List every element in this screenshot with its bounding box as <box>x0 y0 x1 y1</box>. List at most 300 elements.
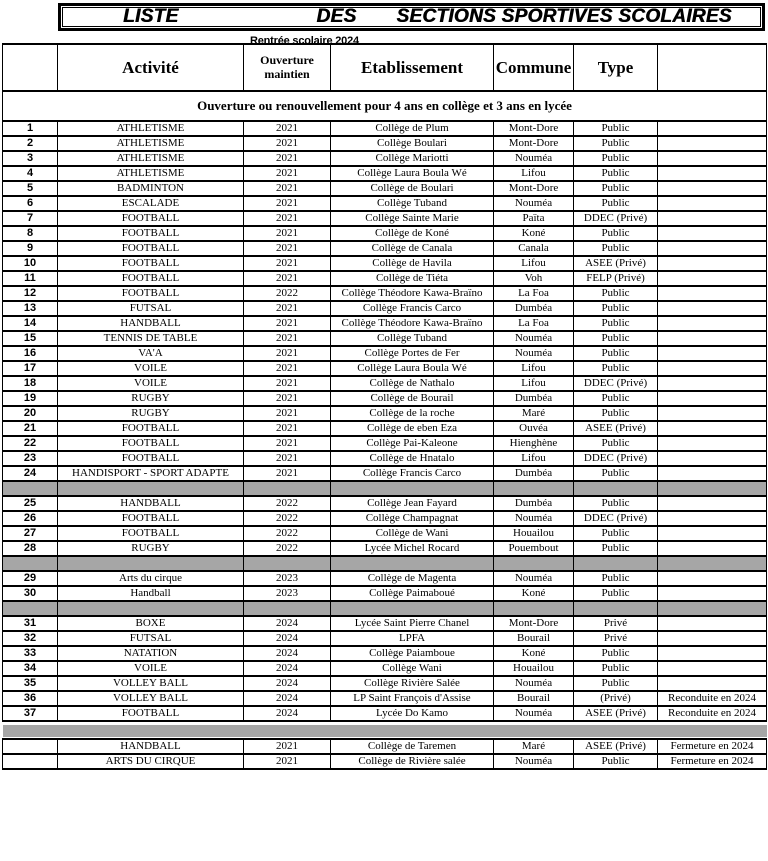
establishment-cell: Collège Pai-Kaleone <box>331 436 494 451</box>
opening-year-cell: 2021 <box>244 211 331 226</box>
activity-cell: ATHLETISME <box>58 166 244 181</box>
table-row <box>3 541 767 556</box>
separator-cell <box>331 481 494 496</box>
type-cell: DDEC (Privé) <box>574 511 658 526</box>
table-row <box>3 151 767 166</box>
separator-cell <box>331 601 494 616</box>
table-row <box>3 361 767 376</box>
row-number-cell: 27 <box>3 526 58 541</box>
table-row <box>3 226 767 241</box>
establishment-cell: Collège Champagnat <box>331 511 494 526</box>
type-cell: FELP (Privé) <box>574 271 658 286</box>
table-row <box>3 196 767 211</box>
establishment-cell: Collège de Bourail <box>331 391 494 406</box>
table-body <box>3 121 767 769</box>
note-cell <box>658 181 767 196</box>
activity-cell: VOILE <box>58 361 244 376</box>
establishment-cell: Collège Paimaboué <box>331 586 494 601</box>
table-row <box>3 136 767 151</box>
establishment-cell: Collège Sainte Marie <box>331 211 494 226</box>
table-row <box>3 421 767 436</box>
type-cell: Public <box>574 754 658 769</box>
row-number-cell: 4 <box>3 166 58 181</box>
activity-cell: HANDBALL <box>58 739 244 754</box>
establishment-cell: LP Saint François d'Assise <box>331 691 494 706</box>
col-header-notes <box>658 44 767 91</box>
note-cell <box>658 421 767 436</box>
opening-year-cell: 2021 <box>244 421 331 436</box>
note-cell <box>658 391 767 406</box>
type-cell: Public <box>574 466 658 481</box>
table-row <box>3 256 767 271</box>
table-row <box>3 691 767 706</box>
activity-cell: FOOTBALL <box>58 256 244 271</box>
row-number-cell <box>3 739 58 754</box>
row-number-cell: 32 <box>3 631 58 646</box>
activity-cell: ATHLETISME <box>58 121 244 136</box>
opening-year-cell: 2021 <box>244 376 331 391</box>
row-number-cell: 28 <box>3 541 58 556</box>
commune-cell: La Foa <box>494 316 574 331</box>
commune-cell: Bourail <box>494 631 574 646</box>
row-number-cell: 6 <box>3 196 58 211</box>
opening-year-cell: 2021 <box>244 406 331 421</box>
note-cell <box>658 301 767 316</box>
row-number-cell: 17 <box>3 361 58 376</box>
establishment-cell: Collège Rivière Salée <box>331 676 494 691</box>
opening-year-cell: 2021 <box>244 331 331 346</box>
opening-year-cell: 2021 <box>244 196 331 211</box>
activity-cell: VOILE <box>58 661 244 676</box>
note-cell <box>658 361 767 376</box>
establishment-cell: Collège de Wani <box>331 526 494 541</box>
opening-year-cell: 2021 <box>244 136 331 151</box>
table-row <box>3 631 767 646</box>
table-row <box>3 346 767 361</box>
commune-cell: Houailou <box>494 526 574 541</box>
row-number-cell: 37 <box>3 706 58 721</box>
table-row <box>3 739 767 754</box>
opening-year-cell: 2021 <box>244 121 331 136</box>
row-number-cell: 22 <box>3 436 58 451</box>
commune-cell: Lifou <box>494 166 574 181</box>
table-row <box>3 316 767 331</box>
commune-cell: Nouméa <box>494 571 574 586</box>
note-cell <box>658 211 767 226</box>
separator-cell <box>58 601 244 616</box>
opening-year-cell: 2024 <box>244 631 331 646</box>
activity-cell: BOXE <box>58 616 244 631</box>
activity-cell: HANDBALL <box>58 316 244 331</box>
opening-year-cell: 2021 <box>244 301 331 316</box>
opening-year-cell: 2022 <box>244 511 331 526</box>
establishment-cell: Collège de la roche <box>331 406 494 421</box>
opening-year-cell: 2021 <box>244 391 331 406</box>
commune-cell: Nouméa <box>494 676 574 691</box>
establishment-cell: LPFA <box>331 631 494 646</box>
note-cell <box>658 496 767 511</box>
table-row <box>3 166 767 181</box>
separator-cell <box>244 481 331 496</box>
note-cell: Reconduite en 2024 <box>658 706 767 721</box>
opening-year-cell: 2024 <box>244 676 331 691</box>
opening-year-cell: 2021 <box>244 361 331 376</box>
activity-cell: FOOTBALL <box>58 271 244 286</box>
row-number-cell: 5 <box>3 181 58 196</box>
table-row <box>3 406 767 421</box>
note-cell <box>658 241 767 256</box>
activity-cell: Handball <box>58 586 244 601</box>
separator-cell <box>658 481 767 496</box>
note-cell <box>658 376 767 391</box>
table-row <box>3 466 767 481</box>
activity-cell: FOOTBALL <box>58 421 244 436</box>
activity-cell: TENNIS DE TABLE <box>58 331 244 346</box>
establishment-cell: Collège de Koné <box>331 226 494 241</box>
separator-cell <box>494 481 574 496</box>
note-cell <box>658 136 767 151</box>
type-cell: Public <box>574 241 658 256</box>
col-header-commune: Commune <box>494 44 574 91</box>
table-row <box>3 211 767 226</box>
note-cell <box>658 316 767 331</box>
activity-cell: RUGBY <box>58 541 244 556</box>
establishment-cell: Collège Laura Boula Wé <box>331 166 494 181</box>
establishment-cell: Lycée Do Kamo <box>331 706 494 721</box>
commune-cell: Dumbéa <box>494 496 574 511</box>
activity-cell: FOOTBALL <box>58 286 244 301</box>
note-cell <box>658 631 767 646</box>
note-cell <box>658 196 767 211</box>
establishment-cell: Collège Théodore Kawa-Braïno <box>331 286 494 301</box>
opening-year-cell: 2022 <box>244 541 331 556</box>
type-cell: DDEC (Privé) <box>574 376 658 391</box>
type-cell: Public <box>574 121 658 136</box>
row-number-cell: 23 <box>3 451 58 466</box>
commune-cell: Mont-Dore <box>494 121 574 136</box>
activity-cell: HANDISPORT - SPORT ADAPTE <box>58 466 244 481</box>
opening-year-cell: 2024 <box>244 706 331 721</box>
row-number-cell: 29 <box>3 571 58 586</box>
commune-cell: Mont-Dore <box>494 616 574 631</box>
activity-cell: FOOTBALL <box>58 211 244 226</box>
separator-cell <box>3 481 58 496</box>
establishment-cell: Collège de Magenta <box>331 571 494 586</box>
commune-cell: Maré <box>494 739 574 754</box>
establishment-cell: Collège Laura Boula Wé <box>331 361 494 376</box>
type-cell: Privé <box>574 631 658 646</box>
commune-cell: Lifou <box>494 451 574 466</box>
row-number-cell: 21 <box>3 421 58 436</box>
establishment-cell: Lycée Saint Pierre Chanel <box>331 616 494 631</box>
type-cell: ASEE (Privé) <box>574 256 658 271</box>
type-cell: Public <box>574 406 658 421</box>
row-number-cell <box>3 754 58 769</box>
table-row <box>3 676 767 691</box>
commune-cell: Dumbéa <box>494 466 574 481</box>
activity-cell: RUGBY <box>58 406 244 421</box>
table-row <box>3 301 767 316</box>
type-cell: Public <box>574 286 658 301</box>
row-number-cell: 15 <box>3 331 58 346</box>
commune-cell: Lifou <box>494 361 574 376</box>
activity-cell: VOLLEY BALL <box>58 676 244 691</box>
type-cell: DDEC (Privé) <box>574 211 658 226</box>
opening-year-cell: 2021 <box>244 256 331 271</box>
type-cell: Public <box>574 436 658 451</box>
row-number-cell: 3 <box>3 151 58 166</box>
separator-cell <box>658 556 767 571</box>
row-number-cell: 9 <box>3 241 58 256</box>
col-header-type: Type <box>574 44 658 91</box>
table-row <box>3 754 767 769</box>
activity-cell: ATHLETISME <box>58 151 244 166</box>
note-cell <box>658 226 767 241</box>
separator-row <box>3 601 767 616</box>
table-row <box>3 181 767 196</box>
row-number-cell: 35 <box>3 676 58 691</box>
type-cell: Public <box>574 661 658 676</box>
type-cell: Public <box>574 541 658 556</box>
col-header-num <box>3 44 58 91</box>
separator-cell <box>331 556 494 571</box>
table-row <box>3 241 767 256</box>
type-cell: ASEE (Privé) <box>574 421 658 436</box>
note-cell <box>658 661 767 676</box>
note-cell: Fermeture en 2024 <box>658 754 767 769</box>
row-number-cell: 8 <box>3 226 58 241</box>
separator-cell <box>244 601 331 616</box>
establishment-cell: Collège Francis Carco <box>331 466 494 481</box>
establishment-cell: Collège Tuband <box>331 196 494 211</box>
activity-cell: NATATION <box>58 646 244 661</box>
type-cell: Public <box>574 136 658 151</box>
note-cell <box>658 406 767 421</box>
opening-year-cell: 2021 <box>244 226 331 241</box>
separator-row <box>3 481 767 496</box>
row-number-cell: 12 <box>3 286 58 301</box>
opening-year-cell: 2021 <box>244 151 331 166</box>
page-title <box>58 3 765 31</box>
row-number-cell: 34 <box>3 661 58 676</box>
commune-cell: Nouméa <box>494 331 574 346</box>
opening-year-cell: 2022 <box>244 526 331 541</box>
activity-cell: FOOTBALL <box>58 526 244 541</box>
establishment-cell: Collège Théodore Kawa-Braïno <box>331 316 494 331</box>
type-cell: ASEE (Privé) <box>574 739 658 754</box>
type-cell: Public <box>574 226 658 241</box>
activity-cell: ESCALADE <box>58 196 244 211</box>
commune-cell: Mont-Dore <box>494 181 574 196</box>
establishment-cell: Collège de Havila <box>331 256 494 271</box>
opening-year-cell: 2021 <box>244 316 331 331</box>
row-number-cell: 30 <box>3 586 58 601</box>
row-number-cell: 36 <box>3 691 58 706</box>
table-header-row <box>3 44 767 91</box>
establishment-cell: Collège de Taremen <box>331 739 494 754</box>
note-cell <box>658 571 767 586</box>
row-number-cell: 11 <box>3 271 58 286</box>
type-cell: Public <box>574 676 658 691</box>
establishment-cell: Collège de Tiéta <box>331 271 494 286</box>
table-row <box>3 121 767 136</box>
activity-cell: VA'A <box>58 346 244 361</box>
separator-cell <box>494 601 574 616</box>
opening-year-cell: 2021 <box>244 451 331 466</box>
activity-cell: FOOTBALL <box>58 511 244 526</box>
separator-cell <box>3 556 58 571</box>
commune-cell: La Foa <box>494 286 574 301</box>
type-cell: Public <box>574 166 658 181</box>
separator-cell <box>3 601 58 616</box>
note-cell <box>658 286 767 301</box>
type-cell: ASEE (Privé) <box>574 706 658 721</box>
activity-cell: FUTSAL <box>58 631 244 646</box>
commune-cell: Voh <box>494 271 574 286</box>
activity-cell: FOOTBALL <box>58 241 244 256</box>
col-header-activite: Activité <box>58 44 244 91</box>
table-row <box>3 616 767 631</box>
table-row <box>3 661 767 676</box>
type-cell: Public <box>574 526 658 541</box>
section-banner: Ouverture ou renouvellement pour 4 ans en collège et 3 ans en lycée <box>3 91 767 121</box>
activity-cell: FUTSAL <box>58 301 244 316</box>
separator-cell <box>58 481 244 496</box>
separator-band <box>3 721 767 739</box>
row-number-cell: 33 <box>3 646 58 661</box>
separator-cell <box>494 556 574 571</box>
table-row <box>3 286 767 301</box>
commune-cell: Lifou <box>494 376 574 391</box>
commune-cell: Dumbéa <box>494 301 574 316</box>
commune-cell: Pouembout <box>494 541 574 556</box>
row-number-cell: 24 <box>3 466 58 481</box>
opening-year-cell: 2021 <box>244 739 331 754</box>
type-cell: Public <box>574 316 658 331</box>
separator-cell <box>58 556 244 571</box>
commune-cell: Nouméa <box>494 151 574 166</box>
row-number-cell: 7 <box>3 211 58 226</box>
opening-year-cell: 2021 <box>244 466 331 481</box>
type-cell: Public <box>574 571 658 586</box>
note-cell <box>658 346 767 361</box>
row-number-cell: 19 <box>3 391 58 406</box>
row-number-cell: 16 <box>3 346 58 361</box>
note-cell <box>658 271 767 286</box>
activity-cell: Arts du cirque <box>58 571 244 586</box>
type-cell: Public <box>574 586 658 601</box>
opening-year-cell: 2021 <box>244 754 331 769</box>
table-row <box>3 706 767 721</box>
activity-cell: RUGBY <box>58 391 244 406</box>
opening-year-cell: 2021 <box>244 166 331 181</box>
commune-cell: Nouméa <box>494 346 574 361</box>
type-cell: Public <box>574 331 658 346</box>
separator-row <box>3 556 767 571</box>
separator-cell <box>574 556 658 571</box>
note-cell <box>658 511 767 526</box>
opening-year-cell: 2021 <box>244 181 331 196</box>
commune-cell: Maré <box>494 406 574 421</box>
note-cell <box>658 436 767 451</box>
commune-cell: Houailou <box>494 661 574 676</box>
table-row <box>3 451 767 466</box>
school-year-label: Rentrée scolaire 2024 <box>250 35 359 47</box>
commune-cell: Bourail <box>494 691 574 706</box>
separator-band-row <box>3 721 767 739</box>
commune-cell: Koné <box>494 586 574 601</box>
opening-year-cell: 2021 <box>244 346 331 361</box>
note-cell <box>658 451 767 466</box>
activity-cell: VOLLEY BALL <box>58 691 244 706</box>
establishment-cell: Collège Jean Fayard <box>331 496 494 511</box>
title-word-liste: LISTE <box>123 6 179 27</box>
row-number-cell: 26 <box>3 511 58 526</box>
activity-cell: VOILE <box>58 376 244 391</box>
activity-cell: HANDBALL <box>58 496 244 511</box>
col-header-ouverture: Ouverture maintien <box>244 44 331 91</box>
opening-year-cell: 2021 <box>244 436 331 451</box>
commune-cell: Dumbéa <box>494 391 574 406</box>
type-cell: Public <box>574 196 658 211</box>
title-word-des: DES <box>316 6 357 27</box>
note-cell <box>658 541 767 556</box>
note-cell <box>658 256 767 271</box>
establishment-cell: Collège de Boulari <box>331 181 494 196</box>
commune-cell: Mont-Dore <box>494 136 574 151</box>
col-header-etablissement: Etablissement <box>331 44 494 91</box>
commune-cell: Nouméa <box>494 196 574 211</box>
establishment-cell: Collège de Rivière salée <box>331 754 494 769</box>
type-cell: Public <box>574 301 658 316</box>
activity-cell: ATHLETISME <box>58 136 244 151</box>
opening-year-cell: 2022 <box>244 286 331 301</box>
type-cell: Public <box>574 361 658 376</box>
type-cell: Public <box>574 496 658 511</box>
activity-cell: FOOTBALL <box>58 226 244 241</box>
title-word-sections: SECTIONS SPORTIVES SCOLAIRES <box>396 6 732 27</box>
section-banner-row <box>3 91 767 121</box>
separator-cell <box>658 601 767 616</box>
note-cell <box>658 646 767 661</box>
commune-cell: Nouméa <box>494 706 574 721</box>
commune-cell: Koné <box>494 226 574 241</box>
opening-year-cell: 2022 <box>244 496 331 511</box>
type-cell: Public <box>574 151 658 166</box>
table-row <box>3 436 767 451</box>
opening-year-cell: 2023 <box>244 571 331 586</box>
activity-cell: FOOTBALL <box>58 706 244 721</box>
establishment-cell: Collège Boulari <box>331 136 494 151</box>
establishment-cell: Lycée Michel Rocard <box>331 541 494 556</box>
establishment-cell: Collège Francis Carco <box>331 301 494 316</box>
opening-year-cell: 2024 <box>244 661 331 676</box>
opening-year-cell: 2024 <box>244 691 331 706</box>
commune-cell: Ouvéa <box>494 421 574 436</box>
row-number-cell: 18 <box>3 376 58 391</box>
row-number-cell: 2 <box>3 136 58 151</box>
table-row <box>3 511 767 526</box>
note-cell: Reconduite en 2024 <box>658 691 767 706</box>
row-number-cell: 10 <box>3 256 58 271</box>
establishment-cell: Collège Wani <box>331 661 494 676</box>
row-number-cell: 14 <box>3 316 58 331</box>
note-cell <box>658 121 767 136</box>
opening-year-cell: 2021 <box>244 241 331 256</box>
table-row <box>3 391 767 406</box>
separator-cell <box>574 601 658 616</box>
type-cell: DDEC (Privé) <box>574 451 658 466</box>
